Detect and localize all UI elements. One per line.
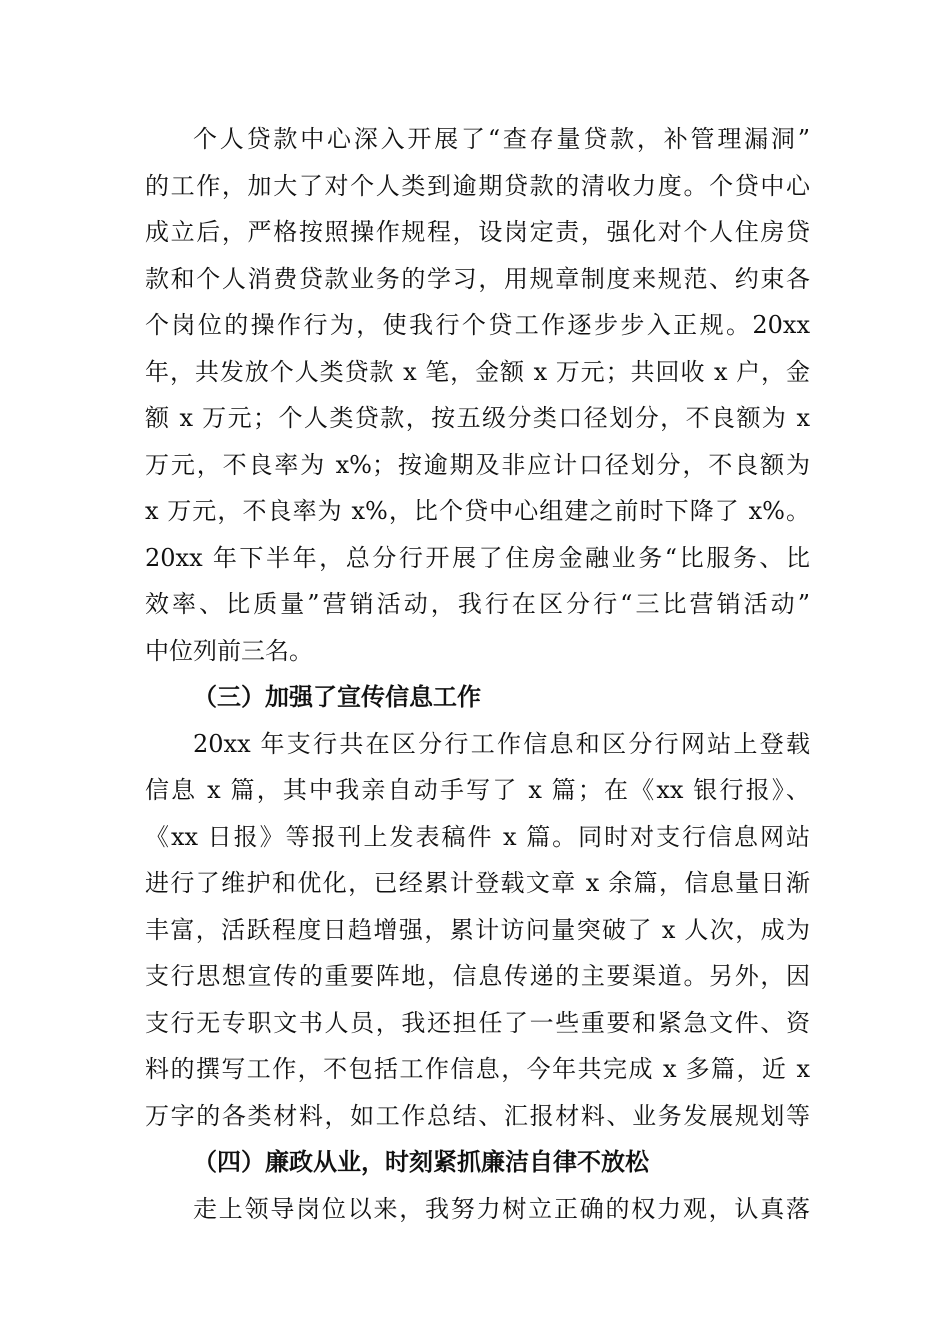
paragraph-line: 万元，不良率为 x%；按逾期及非应计口径划分，不良额为 [145, 451, 810, 479]
paragraph-line: 20xx 年支行共在区分行工作信息和区分行网站上登载 [193, 730, 810, 758]
paragraph-line: 万字的各类材料，如工作总结、汇报材料、业务发展规划等 [145, 1102, 810, 1130]
paragraph-line: 《xx 日报》等报刊上发表稿件 x 篇。同时对支行信息网站 [145, 823, 810, 851]
paragraph-line: 成立后，严格按照操作规程，设岗定责，强化对个人住房贷 [145, 218, 810, 246]
paragraph-line: 支行无专职文书人员，我还担任了一些重要和紧急文件、资 [145, 1009, 810, 1037]
paragraph-line: 额 x 万元；个人类贷款，按五级分类口径划分，不良额为 x [145, 404, 810, 432]
paragraph-line: 进行了维护和优化，已经累计登载文章 x 余篇，信息量日渐 [145, 869, 810, 897]
paragraph-line: 支行思想宣传的重要阵地，信息传递的主要渠道。另外，因 [145, 962, 810, 990]
section-heading-3: （三）加强了宣传信息工作 [193, 683, 481, 711]
paragraph-line: 信息 x 篇，其中我亲自动手写了 x 篇；在《xx 银行报》、 [145, 776, 810, 804]
paragraph-line: 个人贷款中心深入开展了“查存量贷款，补管理漏洞” [193, 125, 810, 153]
paragraph-line: 款和个人消费贷款业务的学习，用规章制度来规范、约束各 [145, 265, 810, 293]
paragraph-line: 的工作，加大了对个人类到逾期贷款的清收力度。个贷中心 [145, 172, 810, 200]
paragraph-line: 走上领导岗位以来，我努力树立正确的权力观，认真落 [193, 1195, 810, 1223]
paragraph-line: 效率、比质量”营销活动，我行在区分行“三比营销活动” [145, 590, 810, 618]
paragraph-line: 丰富，活跃程度日趋增强，累计访问量突破了 x 人次，成为 [145, 916, 810, 944]
paragraph-line: 年，共发放个人类贷款 x 笔，金额 x 万元；共回收 x 户，金 [145, 358, 810, 386]
paragraph-line: 中位列前三名。 [145, 637, 313, 665]
paragraph-line: 料的撰写工作，不包括工作信息，今年共完成 x 多篇，近 x [145, 1055, 810, 1083]
paragraph-line: x 万元，不良率为 x%，比个贷中心组建之前时下降了 x%。 [145, 497, 810, 525]
paragraph-line: 20xx 年下半年，总分行开展了住房金融业务“比服务、比 [145, 544, 810, 572]
section-heading-4: （四）廉政从业，时刻紧抓廉洁自律不放松 [193, 1148, 649, 1176]
paragraph-line: 个岗位的操作行为，使我行个贷工作逐步步入正规。20xx [145, 311, 810, 339]
